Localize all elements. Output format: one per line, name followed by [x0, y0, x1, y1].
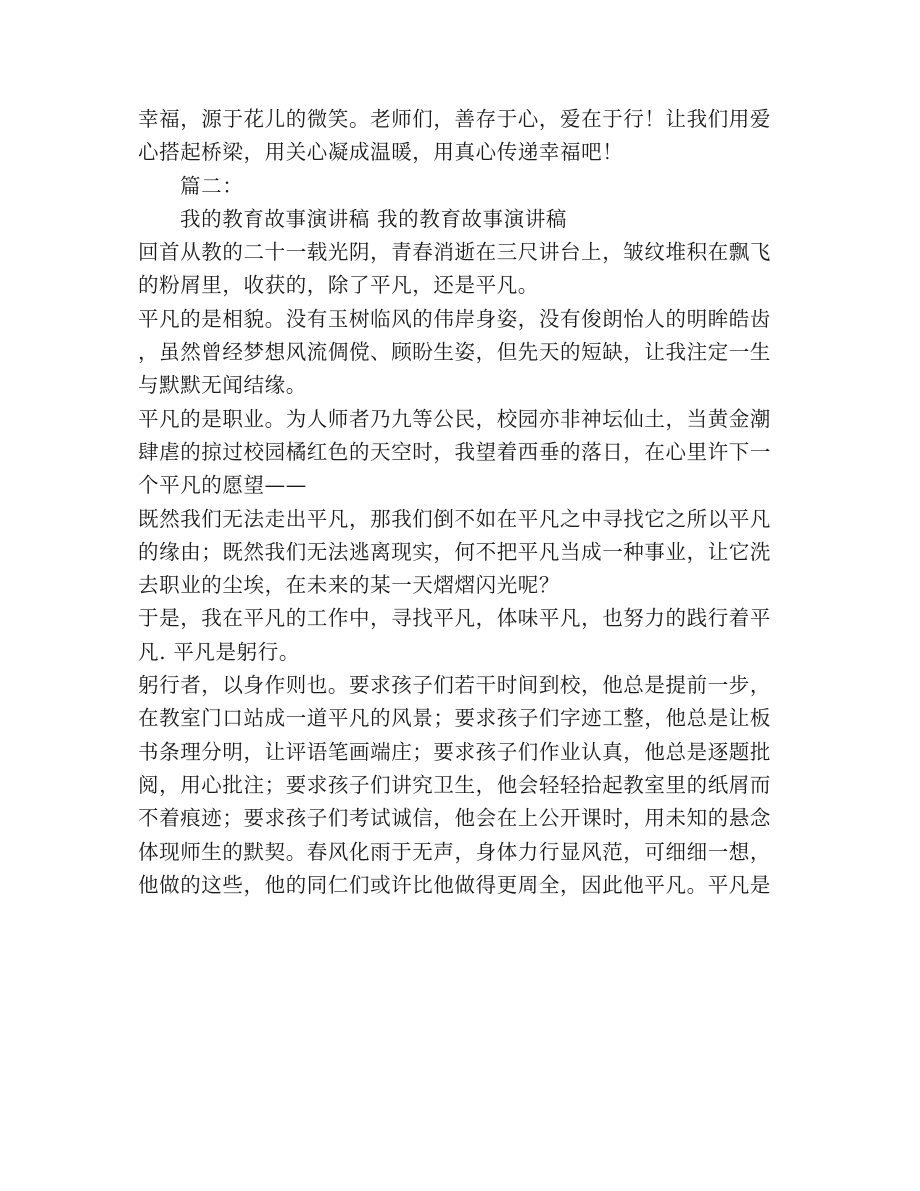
text-line: 躬行者，以身作则也。要求孩子们若干时间到校，他总是提前一步， [138, 673, 771, 698]
text-line: 篇二： [180, 173, 244, 198]
text-line: 书条理分明，让评语笔画端庄；要求孩子们作业认真，他总是逐题批 [138, 739, 771, 764]
text-line: 的缘由；既然我们无法逃离现实，何不把平凡当成一种事业，让它洗 [138, 539, 771, 564]
text-line: 凡. 平凡是躬行。 [138, 639, 300, 664]
text-line: 我的教育故事演讲稿 我的教育故事演讲稿 [180, 206, 567, 231]
text-line: 心搭起桥梁，用关心凝成温暖，用真心传递幸福吧！ [138, 140, 624, 165]
text-line: 与默默无闻结缘。 [138, 373, 307, 398]
text-line: 于是，我在平凡的工作中，寻找平凡，体味平凡，也努力的践行着平 [138, 606, 771, 631]
text-line: 平凡的是相貌。没有玉树临风的伟岸身姿，没有俊朗怡人的明眸皓齿 [138, 306, 771, 331]
text-line: 阅，用心批注；要求孩子们讲究卫生，他会轻轻拾起教室里的纸屑而 [138, 772, 771, 797]
body-text [138, 103, 778, 902]
text-line: 既然我们无法走出平凡，那我们倒不如在平凡之中寻找它之所以平凡 [138, 506, 771, 531]
text-line: 幸福，源于花儿的微笑。老师们，善存于心，爱在于行！让我们用爱 [138, 107, 771, 131]
text-line: 不着痕迹；要求孩子们考试诚信，他会在上公开课时，用未知的悬念 [138, 806, 771, 831]
text-line: 的粉屑里，收获的，除了平凡，还是平凡。 [138, 273, 539, 298]
text-line: 平凡的是职业。为人师者乃九等公民，校园亦非神坛仙土，当黄金潮 [138, 406, 771, 431]
text-line: 他做的这些，他的同仁们或许比他做得更周全，因此他平凡。平凡是 [138, 872, 771, 897]
text-line: 在教室门口站成一道平凡的风景；要求孩子们字迹工整，他总是让板 [138, 706, 771, 731]
text-line: 肆虐的掠过校园橘红色的天空时，我望着西垂的落日，在心里许下一 [138, 439, 771, 464]
text-line: 回首从教的二十一载光阴，青春消逝在三尺讲台上，皱纹堆积在飘飞 [138, 240, 771, 265]
text-line: ，虽然曾经梦想风流倜傥、顾盼生姿，但先天的短缺，让我注定一生 [138, 340, 771, 365]
text-line: 去职业的尘埃，在未来的某一天熠熠闪光呢？ [138, 573, 560, 598]
text-line: 体现师生的默契。春风化雨于无声，身体力行显风范，可细细一想， [138, 839, 771, 864]
text-line: 个平凡的愿望—— [138, 473, 307, 498]
